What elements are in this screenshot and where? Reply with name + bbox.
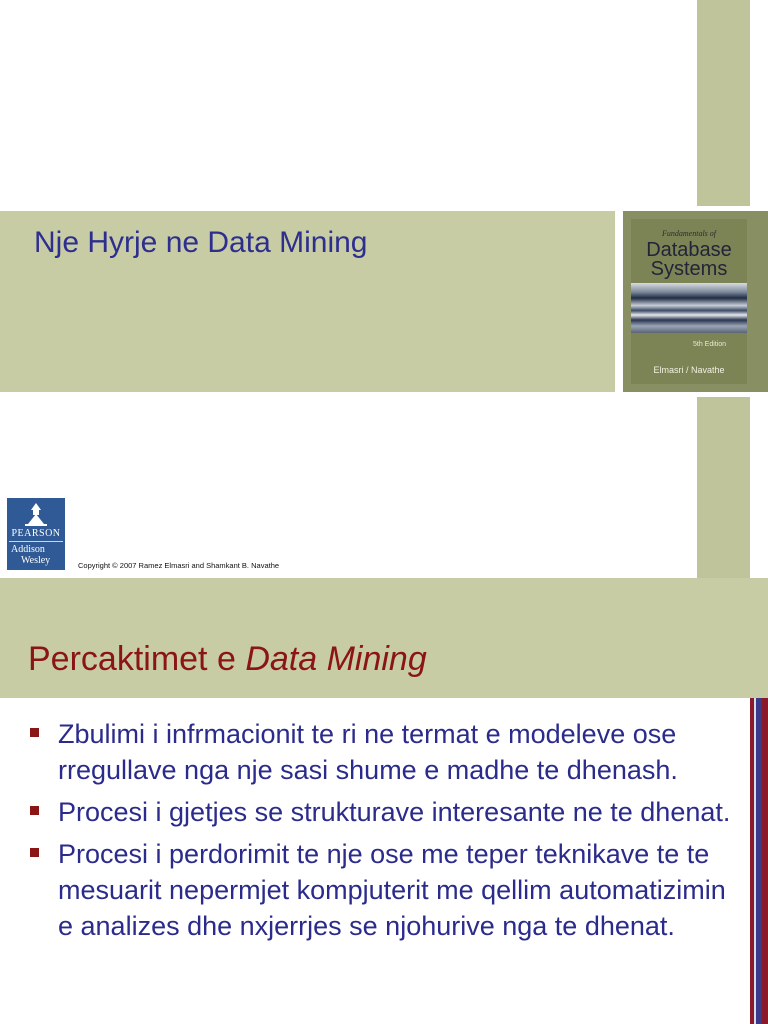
- book-cover-title-line-2: Systems: [650, 258, 728, 280]
- bullet-item: [28, 716, 744, 788]
- pearson-logo: [7, 498, 65, 570]
- logo-imprint-line-1: Addison: [11, 544, 45, 555]
- bullet-item: [28, 794, 744, 830]
- logo-publisher-name: PEARSON: [11, 528, 61, 539]
- book-cover-artwork: [631, 283, 747, 333]
- bullet-item: [28, 836, 744, 944]
- bullet-square-icon: [30, 728, 39, 737]
- bullet-square-icon: [30, 806, 39, 815]
- book-cover-image: [631, 219, 747, 384]
- copyright-notice: Copyright © 2007 Ramez Elmasri and Shamkant B. Navathe: [78, 561, 280, 570]
- slide-2-title: [28, 640, 427, 679]
- slide-2-title-plain: Percaktimet e: [28, 640, 246, 678]
- book-cover-authors: Elmasri / Navathe: [653, 365, 725, 375]
- logo-imprint-line-2: Wesley: [21, 555, 51, 566]
- book-cover-subtitle: Fundamentals of: [662, 229, 716, 238]
- pearson-logo-icon: [22, 502, 50, 526]
- bullet-text: Procesi i gjetjes se strukturave interesante ne te dhenat.: [58, 797, 731, 827]
- decorative-bar-middle: [697, 397, 750, 578]
- slide-2-title-band: [0, 578, 768, 698]
- slide-2-title-italic: Data Mining: [245, 640, 427, 678]
- side-stripe-red-outer: [762, 698, 768, 1024]
- bullet-text: Procesi i perdorimit te nje ose me teper teknikave te te mesuarit nepermjet kompjuterit me qellim automatizimin e analizes dhe nxjerrjes se njohurive nga te dhenat.: [58, 839, 726, 941]
- book-cover-title-line-1: Database: [646, 239, 732, 261]
- slide-1-title: Nje Hyrje ne Data Mining: [34, 226, 368, 259]
- book-cover-edition: 5th Edition: [693, 341, 727, 348]
- bullet-list: [28, 716, 744, 950]
- decorative-bar-top: [697, 0, 750, 206]
- bullet-square-icon: [30, 848, 39, 857]
- bullet-text: Zbulimi i infrmacionit te ri ne termat e modeleve ose rregullave nga nje sasi shume e madhe te dhenash.: [58, 719, 678, 785]
- logo-divider: [9, 541, 63, 542]
